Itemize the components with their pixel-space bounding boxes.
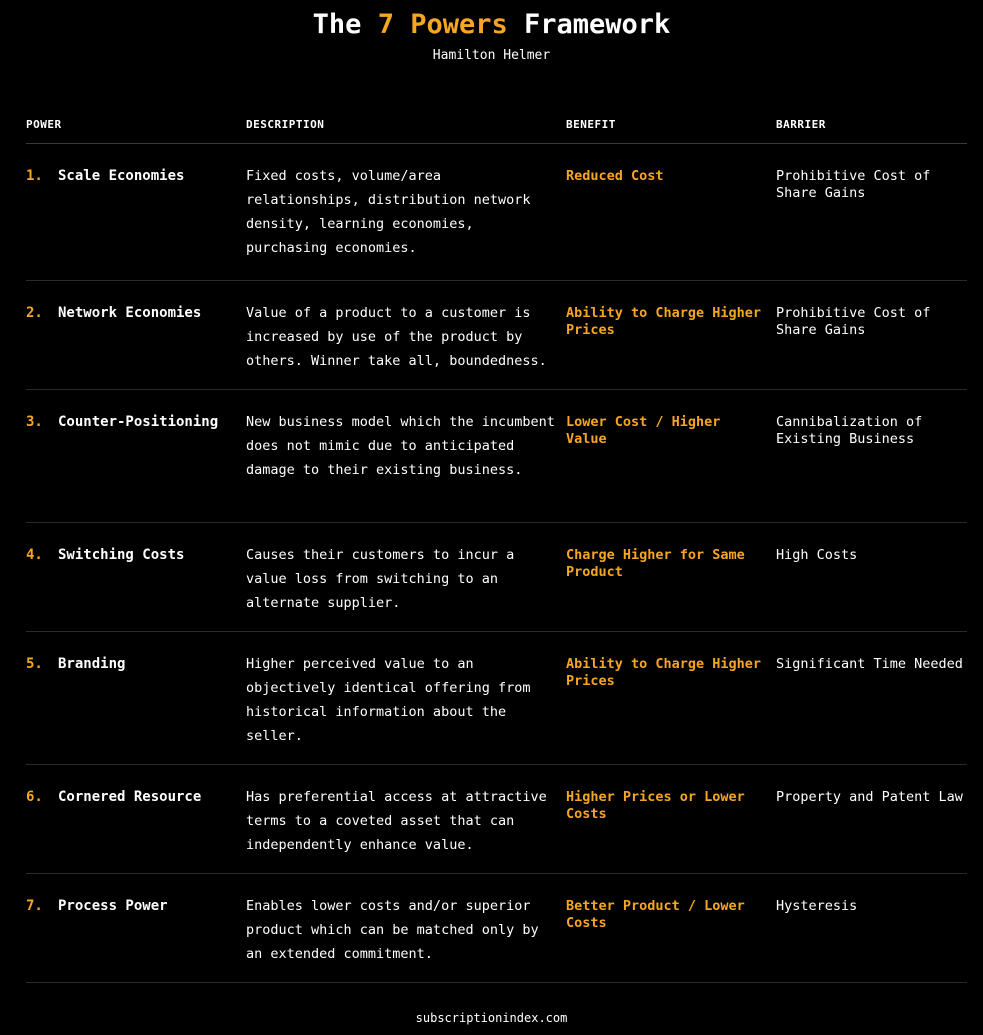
power-name: Process Power (58, 898, 168, 914)
page-header (0, 0, 983, 64)
column-header-barrier: BARRIER (776, 118, 826, 131)
power-number: 6. (26, 789, 43, 805)
power-name: Counter-Positioning (58, 414, 219, 430)
benefit-cell: Reduced Cost (566, 168, 664, 184)
benefit-cell: Ability to Charge Higher Prices (566, 656, 762, 689)
power-name: Network Economies (58, 305, 202, 321)
power-name: Cornered Resource (58, 789, 202, 805)
power-number: 7. (26, 898, 43, 914)
barrier-cell: Prohibitive Cost of Share Gains (776, 168, 931, 201)
title-accent: 7 Powers (377, 9, 508, 40)
powers-table (26, 108, 967, 983)
power-cell (26, 656, 246, 748)
power-cell (26, 898, 246, 966)
power-name: Scale Economies (58, 168, 185, 184)
column-header-benefit: BENEFIT (566, 118, 616, 131)
table-row (26, 874, 967, 983)
power-number: 3. (26, 414, 43, 430)
barrier-cell: Property and Patent Law (776, 789, 963, 805)
title-suffix: Framework (507, 9, 671, 40)
description-cell: Fixed costs, volume/area relationships, distribution network density, learning economies, purchasing economies. (246, 168, 531, 256)
benefit-cell: Lower Cost / Higher Value (566, 414, 721, 447)
table-row (26, 632, 967, 765)
footer-site-link[interactable]: subscriptionindex.com (415, 1011, 568, 1025)
power-number: 1. (26, 168, 43, 184)
description-cell: Value of a product to a customer is increased by use of the product by others. Winner take all, boundedness. (246, 305, 547, 369)
benefit-cell: Ability to Charge Higher Prices (566, 305, 762, 338)
power-cell (26, 305, 246, 373)
power-cell (26, 414, 246, 506)
table-row (26, 523, 967, 632)
table-row (26, 281, 967, 390)
table-row (26, 144, 967, 281)
description-cell: Has preferential access at attractive terms to a coveted asset that can independently enhance value. (246, 789, 547, 853)
power-cell (26, 789, 246, 857)
benefit-cell: Better Product / Lower Costs (566, 898, 745, 931)
page-subtitle: Hamilton Helmer (432, 48, 551, 63)
power-cell (26, 547, 246, 615)
table-header (26, 108, 967, 144)
title-prefix: The (312, 9, 378, 40)
column-header-description: DESCRIPTION (246, 118, 325, 131)
page-title (0, 8, 983, 42)
power-cell (26, 168, 246, 264)
table-row (26, 765, 967, 874)
power-name: Switching Costs (58, 547, 185, 563)
column-header-power: POWER (26, 118, 62, 131)
barrier-cell: Significant Time Needed (776, 656, 963, 672)
description-cell: Enables lower costs and/or superior product which can be matched only by an extended commitment. (246, 898, 539, 962)
benefit-cell: Charge Higher for Same Product (566, 547, 745, 580)
description-cell: Causes their customers to incur a value loss from switching to an alternate supplier. (246, 547, 515, 611)
barrier-cell: Cannibalization of Existing Business (776, 414, 923, 447)
barrier-cell: High Costs (776, 547, 858, 563)
description-cell: Higher perceived value to an objectively identical offering from historical information about the seller. (246, 656, 531, 744)
description-cell: New business model which the incumbent does not mimic due to anticipated damage to their existing business. (246, 414, 555, 478)
power-number: 5. (26, 656, 43, 672)
power-name: Branding (58, 656, 126, 672)
power-number: 4. (26, 547, 43, 563)
barrier-cell: Prohibitive Cost of Share Gains (776, 305, 931, 338)
benefit-cell: Higher Prices or Lower Costs (566, 789, 745, 822)
table-row (26, 390, 967, 523)
barrier-cell: Hysteresis (776, 898, 858, 914)
power-number: 2. (26, 305, 43, 321)
